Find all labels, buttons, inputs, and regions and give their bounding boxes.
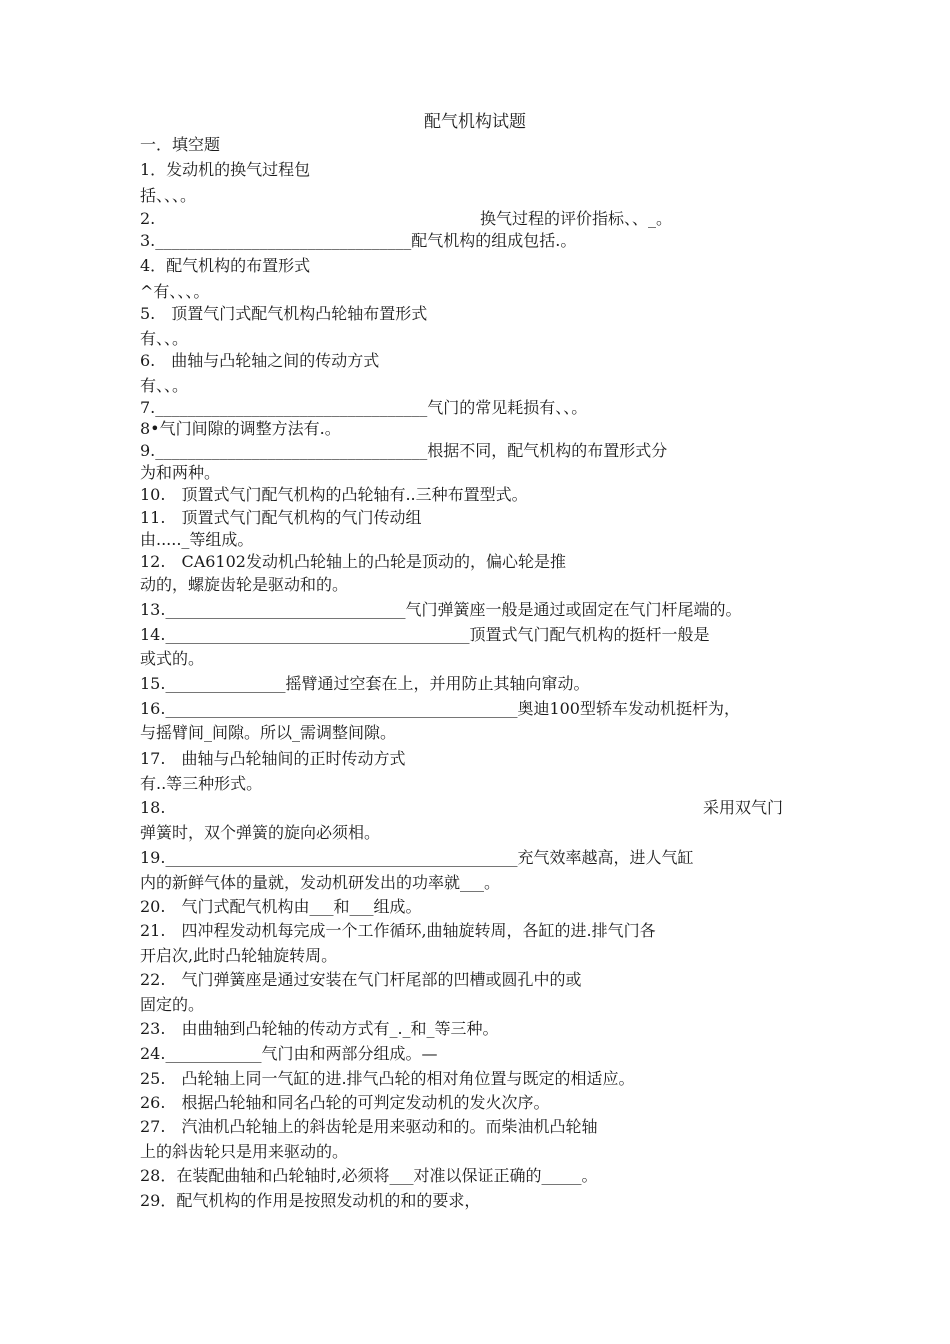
question-18: 18. [140, 798, 166, 817]
question-6: 6. 曲轴与凸轮轴之间的传动方式 [140, 351, 380, 370]
question-2: 2. [140, 209, 156, 228]
question-14: 14.______________________________________顶置式气门配气机构的挺杆一般是 [140, 625, 710, 644]
question-25: 25. 凸轮轴上同一气缸的进.排气凸轮的相对角位置与既定的相适应。 [140, 1069, 635, 1088]
question-3: 3.________________________________配气机构的组成包括.。 [140, 231, 577, 250]
question-1-cont: 括、、、。 [140, 186, 197, 205]
question-22: 22. 气门弹簧座是通过安装在气门杆尾部的凹槽或圆孔中的或 [140, 970, 582, 989]
question-12-cont: 动的，螺旋齿轮是驱动和的。 [140, 575, 349, 594]
question-18-cont: 弹簧时，双个弹簧的旋向必须相。 [140, 823, 381, 842]
question-6-cont: 有、、。 [140, 376, 189, 395]
question-5: 5. 顶置气门式配气机构凸轮轴布置形式 [140, 304, 428, 323]
question-1: 1．发动机的换气过程包 [140, 160, 311, 179]
question-21: 21. 四冲程发动机每完成一个工作循环,曲轴旋转周，各缸的进.排气门各 [140, 921, 656, 940]
question-28: 28．在装配曲轴和凸轮轴时,必须将___对准以保证正确的_____。 [140, 1166, 598, 1185]
question-27: 27. 汽油机凸轮轴上的斜齿轮是用来驱动和的。而柴油机凸轮轴 [140, 1117, 598, 1136]
question-29: 29．配气机构的作用是按照发动机的和的要求， [140, 1191, 481, 1210]
question-27-cont: 上的斜齿轮只是用来驱动的。 [140, 1142, 349, 1161]
question-9: 9.__________________________________根据不同，配气机构的布置形式分 [140, 441, 668, 460]
section-heading: 一．填空题 [140, 135, 221, 154]
question-26: 26. 根据凸轮轴和同名凸轮的可判定发动机的发火次序。 [140, 1093, 550, 1112]
question-19-cont: 内的新鲜气体的量就，发动机研发出的功率就___。 [140, 873, 501, 892]
question-20: 20. 气门式配气机构由___和___组成。 [140, 897, 422, 916]
question-15: 15._______________摇臂通过空套在上，并用防止其轴向窜动。 [140, 674, 590, 693]
question-4-cont: ^有、、、。 [140, 282, 210, 301]
question-10: 10. 顶置式气门配气机构的凸轮轴有..三种布置型式。 [140, 485, 528, 504]
question-9-cont: 为和两种。 [140, 463, 221, 482]
question-4: 4．配气机构的布置形式 [140, 256, 311, 275]
question-11-cont: 由....._等组成。 [140, 530, 254, 549]
question-16-cont: 与摇臂间_间隙。所以_需调整间隙。 [140, 723, 397, 742]
question-23: 23. 由曲轴到凸轮轴的传动方式有_._和_等三种。 [140, 1019, 499, 1038]
question-16: 16.____________________________________________奥迪100型轿车发动机挺杆为， [140, 699, 740, 718]
question-13: 13.______________________________气门弹簧座一般是通过或固定在气门杆尾端的。 [140, 600, 742, 619]
question-11: 11. 顶置式气门配气机构的气门传动组 [140, 508, 422, 527]
question-12: 12. CA6102发动机凸轮轴上的凸轮是顶动的，偏心轮是推 [140, 552, 566, 571]
question-21-cont: 开启次,此时凸轮轴旋转周。 [140, 946, 338, 965]
question-7: 7.__________________________________气门的常见耗损有、、。 [140, 398, 588, 417]
question-22-cont: 固定的。 [140, 995, 205, 1014]
question-19: 19.____________________________________________充气效率越高，进人气缸 [140, 848, 694, 867]
question-14-cont: 或式的。 [140, 649, 205, 668]
question-18-text: 采用双气门 [703, 798, 784, 817]
question-5-cont: 有、、。 [140, 329, 189, 348]
question-17: 17. 曲轴与凸轮轴间的正时传动方式 [140, 749, 406, 768]
question-24: 24.____________气门由和两部分组成。— [140, 1044, 438, 1063]
page-title: 配气机构试题 [424, 112, 526, 132]
question-17-cont: 有..等三种形式。 [140, 774, 263, 793]
question-8: 8•气门间隙的调整方法有.。 [140, 419, 341, 438]
question-2-text: 换气过程的评价指标、、_。 [480, 209, 673, 228]
